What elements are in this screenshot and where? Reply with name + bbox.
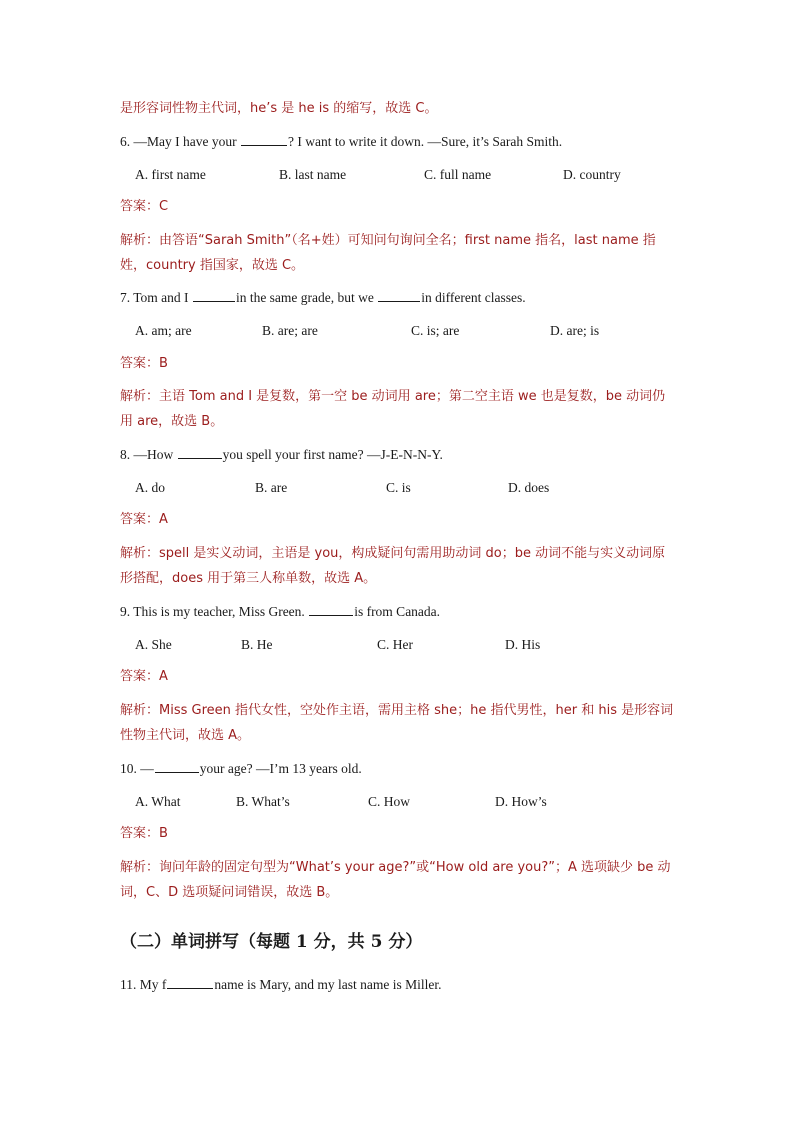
question-8-analysis: 解析：spell 是实义动词，主语是 you，构成疑问句需用助动词 do；be 动词不能与实义动词原形搭配，does 用于第三人称单数，故选 A。 [120, 546, 666, 586]
answer-blank[interactable] [167, 975, 213, 989]
question-7-stem-end: in different classes. [421, 290, 526, 305]
question-9-option-c: C. Her [377, 637, 413, 652]
question-9-stem-start: 9. This is my teacher, Miss Green. [120, 604, 309, 619]
question-10-stem [120, 759, 680, 779]
question-7-option-c: C. is; are [411, 323, 460, 338]
question-7-option-a: A. am; are [135, 323, 192, 338]
question-6-option-c: C. full name [424, 167, 492, 182]
question-7-option-d: D. are; is [550, 323, 600, 338]
question-7-stem-start: 7. Tom and I [120, 290, 192, 305]
question-6-option-d: D. country [563, 167, 621, 182]
question-6-stem [120, 132, 680, 152]
question-8-option-d: D. does [508, 480, 550, 495]
question-6-stem-start: 6. —May I have your [120, 134, 240, 149]
question-9-option-a: A. She [135, 637, 172, 652]
question-8-stem-start: 8. —How [120, 447, 177, 462]
question-10-option-a: A. What [135, 794, 181, 809]
question-9-option-b: B. He [241, 637, 273, 652]
answer-blank[interactable] [309, 602, 353, 616]
answer-blank[interactable] [178, 445, 222, 459]
question-8-answer: 答案：A [120, 512, 168, 527]
question-6-option-b: B. last name [279, 167, 347, 182]
question-8-option-c: C. is [386, 480, 411, 495]
question-7-answer: 答案：B [120, 356, 168, 371]
section-heading: （二）单词拼写（每题 1 分，共 5 分） [120, 932, 423, 952]
question-9-stem-end: is from Canada. [354, 604, 441, 619]
answer-blank[interactable] [193, 288, 235, 302]
answer-blank[interactable] [378, 288, 420, 302]
question-10-option-d: D. How’s [495, 794, 547, 809]
question-11-stem [120, 975, 680, 995]
question-11-stem-start: 11. My f [120, 977, 167, 992]
answer-blank[interactable] [241, 132, 287, 146]
question-7-stem-middle: in the same grade, but we [235, 290, 378, 305]
question-11-stem-end: name is Mary, and my last name is Miller. [214, 977, 442, 992]
question-9-analysis: 解析：Miss Green 指代女性，空处作主语，需用主格 she；he 指代男性，her 和 his 是形容词性物主代词，故选 A。 [120, 703, 674, 743]
answer-blank[interactable] [155, 759, 199, 773]
intro-analysis-line: 是形容词性物主代词，he’s 是 he is 的缩写，故选 C。 [120, 101, 438, 116]
question-6-analysis: 解析：由答语“Sarah Smith”（名+姓）可知问句询问全名；first name 指名，last name 指姓，country 指国家，故选 C。 [120, 233, 656, 273]
question-6-option-a: A. first name [135, 167, 206, 182]
question-9-stem [120, 602, 680, 622]
question-10-answer: 答案：B [120, 826, 168, 841]
question-8-option-b: B. are [255, 480, 288, 495]
question-10-stem-start: 10. — [120, 761, 154, 776]
question-8-stem [120, 445, 680, 465]
question-8-stem-end: you spell your first name? —J-E-N-N-Y. [222, 447, 443, 462]
question-9-answer: 答案：A [120, 669, 168, 684]
question-7-stem [120, 288, 680, 308]
question-7-option-b: B. are; are [262, 323, 318, 338]
question-9-option-d: D. His [505, 637, 541, 652]
question-6-answer: 答案：C [120, 199, 169, 214]
question-10-option-b: B. What’s [236, 794, 290, 809]
question-6-stem-end: ? I want to write it down. —Sure, it’s Sarah Smith. [287, 134, 563, 149]
question-10-analysis: 解析：询问年龄的固定句型为“What’s your age?”或“How old are you?”；A 选项缺少 be 动词，C、D 选项疑问词错误，故选 B。 [120, 860, 671, 900]
question-10-stem-end: your age? —I’m 13 years old. [199, 761, 362, 776]
question-10-option-c: C. How [368, 794, 411, 809]
question-7-analysis: 解析：主语 Tom and I 是复数，第一空 be 动词用 are；第二空主语 we 也是复数，be 动词仍用 are，故选 B。 [120, 389, 666, 429]
question-8-option-a: A. do [135, 480, 165, 495]
